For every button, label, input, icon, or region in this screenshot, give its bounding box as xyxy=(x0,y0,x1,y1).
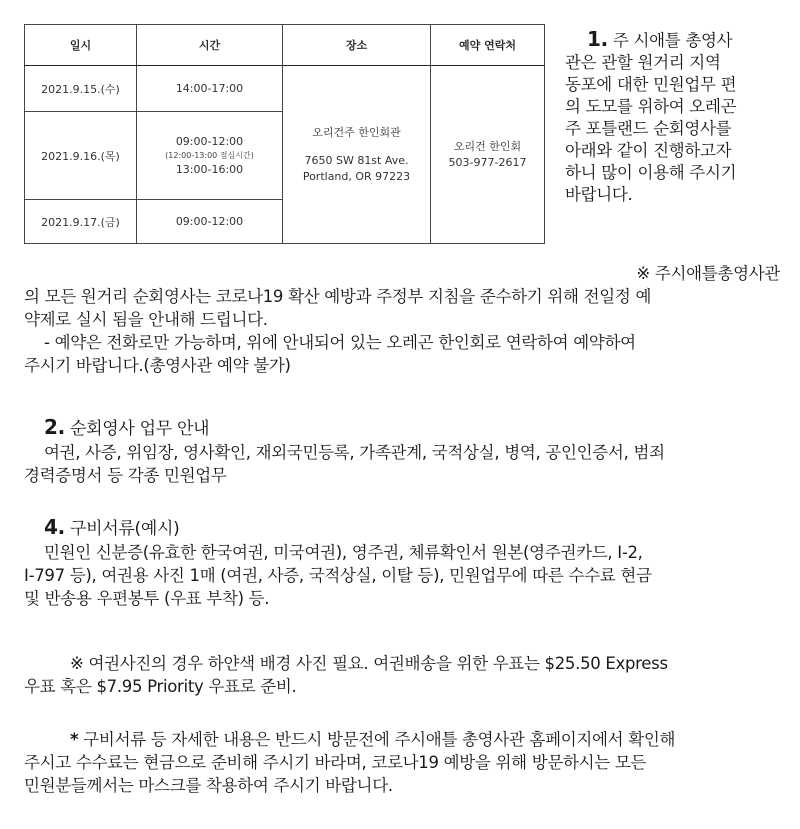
table-row xyxy=(25,66,545,112)
photo-note xyxy=(24,652,780,698)
notice-line: ※ 주시애틀총영사관 xyxy=(636,264,780,283)
contact-cell xyxy=(431,66,545,244)
row-date: 2021.9.17.(금) xyxy=(25,200,137,244)
section2-line: 경력증명서 등 각종 민원업무 xyxy=(24,466,227,485)
table-header-row xyxy=(25,25,545,66)
photo-note-line: ※ 여권사진의 경우 하얀색 배경 사진 필요. 여권배송을 위한 우표는 $25.50 Express xyxy=(70,654,668,673)
section1-intro xyxy=(565,28,780,206)
row-time: 14:00-17:00 xyxy=(137,66,283,112)
time-morning: 09:00-12:00 xyxy=(175,134,244,148)
reservation-notice xyxy=(24,262,780,377)
header-date: 일시 xyxy=(25,25,137,66)
row-time: 09:00-12:00 xyxy=(137,200,283,244)
section2-number: 2. xyxy=(44,415,65,439)
section4-title: 구비서류(예시) xyxy=(70,519,180,539)
section2-line: 여권, 사증, 위임장, 영사확인, 재외국민등록, 가족관계, 국적상실, 병역, 공인인증서, 범죄 xyxy=(44,443,665,462)
section1-line: 바랍니다. xyxy=(565,185,633,204)
section1-line: 주 포틀랜드 순회영사를 xyxy=(565,119,732,138)
place-cell xyxy=(283,66,431,244)
section4-line: I-797 등), 여권용 사진 1매 (여권, 사증, 국적상실, 이탈 등), 민원업무에 따른 수수료 현금 xyxy=(24,566,652,585)
section4-heading xyxy=(24,516,780,541)
photo-note-line: 우표 혹은 $7.95 Priority 우표로 준비. xyxy=(24,677,297,696)
final-note-line: 구비서류 등 자세한 내용은 반드시 방문전에 주시애틀 총영사관 홈페이지에서 확인해 xyxy=(83,730,676,749)
section4 xyxy=(24,516,780,610)
section2 xyxy=(24,416,780,487)
final-note xyxy=(24,728,780,797)
section4-line: 및 반송용 우편봉투 (우표 부착) 등. xyxy=(24,589,270,608)
notice-line: 주시기 바랍니다.(총영사관 예약 불가) xyxy=(24,356,291,375)
row-date: 2021.9.15.(수) xyxy=(25,66,137,112)
place-street: 7650 SW 81st Ave. xyxy=(304,153,409,167)
section1-line: 의 도모를 위하여 오레곤 xyxy=(565,97,737,116)
section4-line: 민원인 신분증(유효한 한국여권, 미국여권), 영주권, 체류확인서 원본(영주권카드, I-2, xyxy=(44,543,643,562)
place-name: 오리건주 한인회관 xyxy=(312,125,401,139)
section1-line: 아래와 같이 진행하고자 xyxy=(565,141,732,160)
header-time: 시간 xyxy=(137,25,283,66)
section1-line: 관은 관할 원거리 지역 xyxy=(565,53,721,72)
place-city: Portland, OR 97223 xyxy=(302,169,411,183)
section1-number: 1. xyxy=(587,27,608,51)
notice-line: 약제로 실시 됨을 안내해 드립니다. xyxy=(24,310,268,329)
header-contact: 예약 연락처 xyxy=(431,25,545,66)
asterisk: * xyxy=(70,730,79,749)
section2-title: 순회영사 업무 안내 xyxy=(70,419,210,439)
section1-line: 동포에 대한 민원업무 편 xyxy=(565,75,737,94)
header-place: 장소 xyxy=(283,25,431,66)
notice-line: 의 모든 원거리 순회영사는 코로나19 확산 예방과 주정부 지침을 준수하기 위해 전일정 예 xyxy=(24,287,652,306)
final-note-line: 주시고 수수료는 현금으로 준비해 주시기 바라며, 코로나19 예방을 위해 방문하시는 모든 xyxy=(24,753,647,772)
time-lunch-note: (12:00-13:00 점심시간) xyxy=(165,150,254,160)
section4-number: 4. xyxy=(44,515,65,539)
contact-name: 오리건 한인회 xyxy=(453,139,522,153)
contact-phone: 503-977-2617 xyxy=(448,155,527,169)
row-date: 2021.9.16.(목) xyxy=(25,112,137,200)
section2-heading xyxy=(24,416,780,441)
section1-line: 주 시애틀 총영사 xyxy=(612,31,733,50)
row-time xyxy=(137,112,283,200)
notice-line: - 예약은 전화로만 가능하며, 위에 안내되어 있는 오레곤 한인회로 연락하여 예약하여 xyxy=(44,333,636,352)
time-afternoon: 13:00-16:00 xyxy=(175,162,244,176)
section1-line: 하니 많이 이용해 주시기 xyxy=(565,163,737,182)
schedule-table xyxy=(24,24,545,244)
final-note-line: 민원분들께서는 마스크를 착용하여 주시기 바랍니다. xyxy=(24,776,393,795)
